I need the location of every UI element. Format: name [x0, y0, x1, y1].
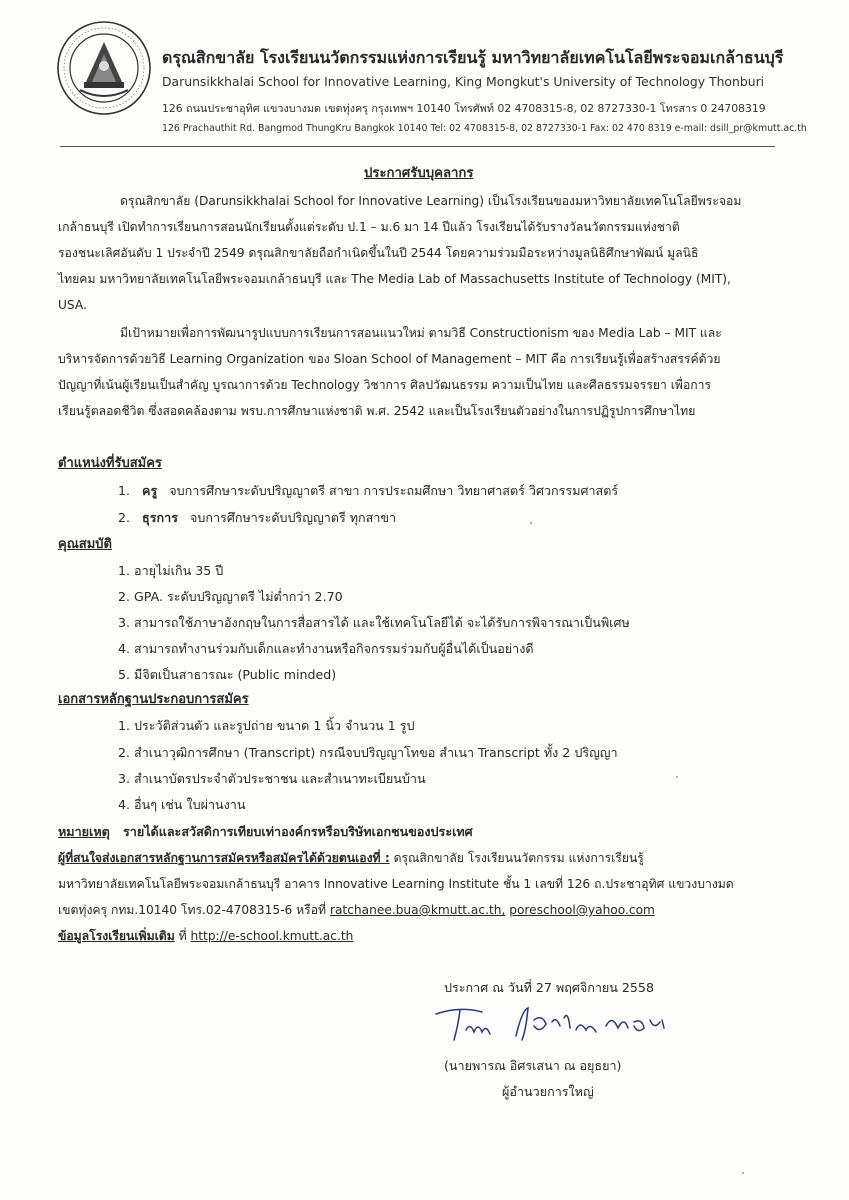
document-item: 4. อื่นๆ เช่น ใบผ่านงาน	[118, 797, 246, 812]
document-item: 3. สำเนาบัตรประจำตัวประชาชน และสำเนาทะเบียนบ้าน	[118, 771, 426, 786]
email-link-poreschool[interactable]: poreschool@yahoo.com	[509, 903, 655, 917]
announcement-title: ประกาศรับบุคลากร	[364, 166, 474, 181]
letterhead-address-english: 126 Prachauthit Rd. Bangmod ThungKru Bangkok 10140 Tel: 02 4708315-8, 02 8727330-1 Fax: 02 470 8319 e-mail: dsill_pr@kmutt.ac.th	[162, 123, 807, 134]
intro-p1-line: USA.	[58, 298, 87, 312]
announce-date: ประกาศ ณ วันที่ 27 พฤศจิกายน 2558	[444, 980, 654, 995]
scan-speck	[742, 1172, 744, 1174]
signatory-title: ผู้อำนวยการใหญ่	[502, 1084, 594, 1099]
scan-speck	[530, 522, 532, 524]
document-item: 1. ประวัติส่วนตัว และรูปถ่าย ขนาด 1 นิ้ว จำนวน 1 รูป	[118, 718, 415, 733]
qualification-item: 2. GPA. ระดับปริญญาตรี ไม่ต่ำกว่า 2.70	[118, 589, 343, 604]
scan-speck	[676, 776, 678, 778]
intro-p2-line: ปัญญาที่เน้นผู้เรียนเป็นสำคัญ บูรณาการด้วย Technology วิชาการ ศิลปวัฒนธรรม ความเป็นไทย และศีลธรรมจรรยา เพื่อการ	[58, 378, 712, 392]
email-link-ratchanee[interactable]: ratchanee.bua@kmutt.ac.th,	[329, 903, 506, 917]
document-item: 2. สำเนาวุฒิการศึกษา (Transcript) กรณีจบปริญญาโทขอ สำเนา Transcript ทั้ง 2 ปริญญา	[118, 745, 618, 760]
intro-p2-line: มีเป้าหมายเพื่อการพัฒนารูปแบบการเรียนการสอนแนวใหม่ ตามวิธี Constructionism ของ Media Lab – MIT และ	[120, 326, 722, 340]
position-requirement: จบการศึกษาระดับปริญญาตรี ทุกสาขา	[189, 510, 397, 525]
more-info-at: ที่	[178, 929, 187, 943]
qualifications-heading: คุณสมบัติ	[58, 537, 112, 552]
apply-line-1	[58, 850, 644, 866]
apply-address-3: เขตทุ่งครุ กทม.10140 โทร.02-4708315-6 หรือที่	[58, 903, 330, 917]
intro-p1-line: รองชนะเลิศอันดับ 1 ประจำปี 2549 ดรุณสิกขาลัยถือกำเนิดขึ้นในปี 2544 โดยความร่วมมือระหว่างมูลนิธิศึกษาพัฒน์ มูลนิธิ	[58, 246, 699, 260]
intro-p1-line: เกล้าธนบุรี เปิดทำการเรียนการสอนนักเรียนตั้งแต่ระดับ ป.1 – ม.6 มา 14 ปีแล้ว โรงเรียนได้รับรางวัลนวัตกรรมแห่งชาติ	[58, 220, 680, 234]
note-text: รายได้และสวัสดิการเทียบเท่าองค์กรหรือบริษัทเอกชนของประเทศ	[123, 824, 473, 839]
letterhead-divider	[60, 146, 775, 147]
letterhead-name-thai: ดรุณสิกขาลัย โรงเรียนนวัตกรรมแห่งการเรียนรู้ มหาวิทยาลัยเทคโนโลยีพระจอมเกล้าธนบุรี	[162, 48, 784, 67]
apply-address-2: มหาวิทยาลัยเทคโนโลยีพระจอมเกล้าธนบุรี อาคาร Innovative Learning Institute ชั้น 1 เลขที่ 126 ถ.ประชาอุทิศ แขวงบางมด	[58, 877, 734, 891]
intro-p1-line: ไทยคม มหาวิทยาลัยเทคโนโลยีพระจอมเกล้าธนบุรี และ The Media Lab of Massachusetts Institute of Technology (MIT),	[58, 272, 731, 286]
qualification-item: 4. สามารถทำงานร่วมกับเด็กและทำงานหรือกิจกรรมร่วมกับผู้อื่นได้เป็นอย่างดี	[118, 641, 534, 656]
qualification-item: 3. สามารถใช้ภาษาอังกฤษในการสื่อสารได้ และใช้เทคโนโลยีได้ จะได้รับการพิจารณาเป็นพิเศษ	[118, 615, 630, 630]
qualification-item: 5. มีจิตเป็นสาธารณะ (Public minded)	[118, 667, 337, 682]
letterhead-address-thai: 126 ถนนประชาอุทิศ แขวงบางมด เขตทุ่งครุ กรุงเทพฯ 10140 โทรศัพท์ 02 4708315-8, 02 8727330-1 โทรสาร 0 24708319	[162, 102, 766, 115]
apply-address-1: ดรุณสิกขาลัย โรงเรียนนวัตกรรม แห่งการเรียนรู้	[393, 851, 644, 865]
more-info-line	[58, 928, 353, 944]
intro-p2-line: เรียนรู้ตลอดชีวิต ซึ่งสอดคล้องตาม พรบ.การศึกษาแห่งชาติ พ.ศ. 2542 และเป็นโรงเรียนตัวอย่างในการปฏิรูปการศึกษาไทย	[58, 404, 696, 418]
school-seal-logo	[56, 20, 152, 116]
more-info-label: ข้อมูลโรงเรียนเพิ่มเติม	[58, 929, 175, 943]
letterhead-name-english: Darunsikkhalai School for Innovative Learning, King Mongkut's University of Technology Thonburi	[162, 74, 765, 89]
positions-heading: ตำแหน่งที่รับสมัคร	[58, 456, 162, 471]
school-website-link[interactable]: http://e-school.kmutt.ac.th	[190, 929, 354, 943]
intro-p2-line: บริหารจัดการด้วยวิธี Learning Organization ของ Sloan School of Management – MIT คือ การเรียนรู้เพื่อสร้างสรรค์ด้วย	[58, 352, 721, 366]
note-label: หมายเหตุ	[58, 824, 110, 839]
position-item	[118, 483, 618, 499]
note-line	[58, 824, 473, 840]
position-number: 2.	[118, 510, 131, 525]
position-item	[118, 510, 396, 526]
position-role: ครู	[142, 483, 158, 498]
apply-line-3	[58, 902, 655, 918]
apply-label: ผู้ที่สนใจส่งเอกสารหลักฐานการสมัครหรือสมัครได้ด้วยตนเองที่ :	[58, 851, 390, 865]
documents-heading: เอกสารหลักฐานประกอบการสมัคร	[58, 692, 249, 707]
position-requirement: จบการศึกษาระดับปริญญาตรี สาขา การประถมศึกษา วิทยาศาสตร์ วิศวกรรมศาสตร์	[169, 483, 619, 498]
signatory-name: (นายพารณ อิศรเสนา ณ อยุธยา)	[444, 1058, 622, 1073]
handwritten-signature	[430, 1000, 670, 1048]
intro-p1-line: ดรุณสิกขาลัย (Darunsikkhalai School for Innovative Learning) เป็นโรงเรียนของมหาวิทยาลัยเทคโนโลยีพระจอม	[120, 194, 742, 208]
position-role: ธุรการ	[142, 510, 178, 525]
qualification-item: 1. อายุไม่เกิน 35 ปี	[118, 563, 224, 578]
position-number: 1.	[118, 483, 131, 498]
